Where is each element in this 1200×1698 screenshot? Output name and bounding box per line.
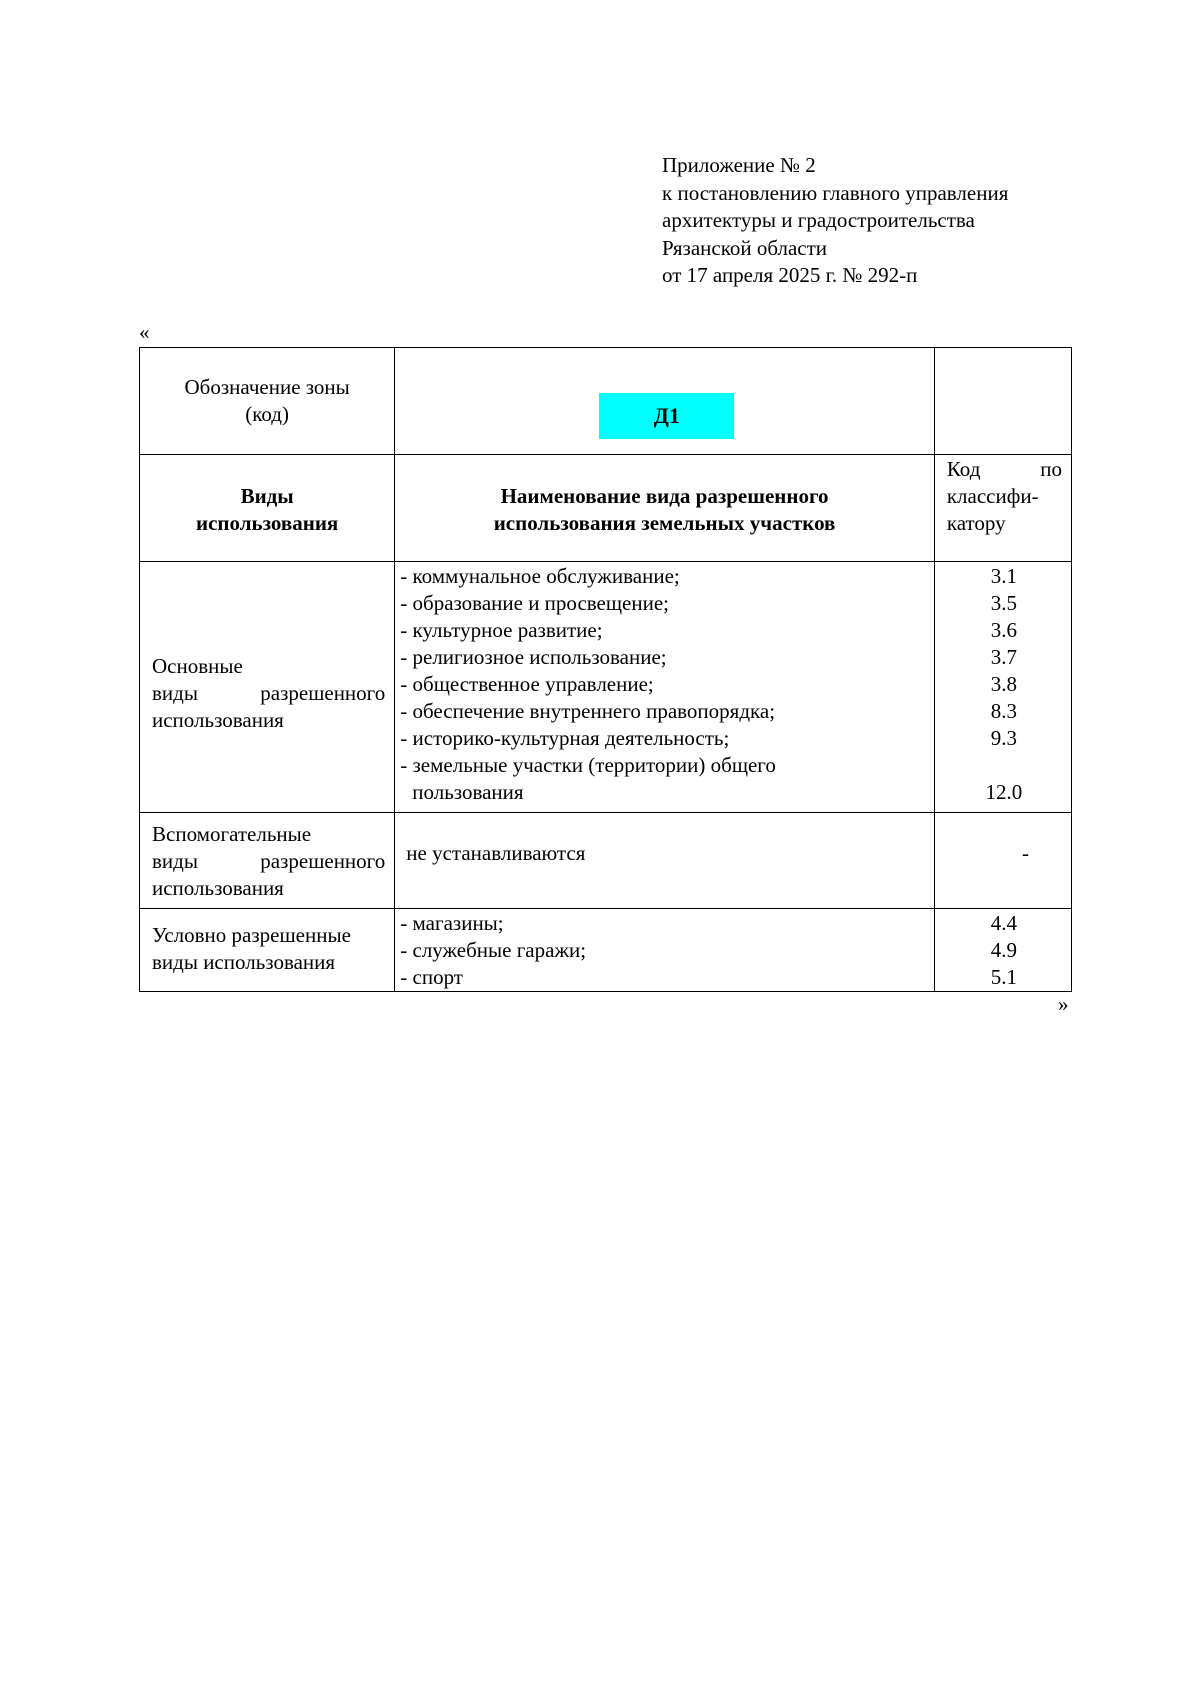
classifier-code: 5.1 [990,965,1018,989]
zone-empty-cell [934,348,1071,455]
classifier-code: 12.0 [985,780,1023,804]
header-kinds-line: Виды [240,484,294,508]
header-code-word: Код [946,457,981,481]
header-kinds-line: использования [195,511,339,535]
annex-line: от 17 апреля 2025 г. № 292-п [662,263,918,287]
list-item: - земельные участки (территории) общего [400,753,776,777]
zone-label-line: (код) [245,402,289,426]
annex-line: к постановлению главного управления [662,180,1009,205]
codes-cell-auxiliary [934,813,1071,909]
classifier-code: 4.9 [990,938,1018,962]
kind-word: разрешенного [260,849,386,873]
header-kinds-cell [140,455,395,562]
list-item: - коммунальное обслуживание; [400,564,680,588]
kind-line: использования [152,708,284,732]
kind-word: разрешенного [260,681,386,705]
table-row-conditional [140,909,1072,992]
zone-table [139,347,1072,992]
list-item: - служебные гаражи; [400,938,587,962]
list-item: пользования [412,780,524,804]
kind-line: Основные [152,654,243,678]
classifier-code: 4.4 [990,911,1018,935]
list-item: - обеспечение внутреннего правопорядка; [400,699,776,723]
header-names-cell [395,455,935,562]
list-item: не устанавливаются [406,841,586,865]
classifier-code: 3.1 [990,564,1018,588]
kind-line: виды использования [152,950,336,974]
annex-line: Приложение № 2 [662,153,816,177]
kind-line: использования [152,876,284,900]
table-header-row [140,455,1072,562]
zone-designation-row [140,348,1072,455]
list-item: - магазины; [400,911,504,935]
classifier-code: 9.3 [990,726,1018,750]
items-cell-auxiliary [395,813,935,909]
header-code-line [947,456,1062,483]
codes-cell-conditional [934,909,1071,992]
header-code-line: катору [946,511,1006,535]
kind-cell-auxiliary [140,813,395,909]
list-item: - историко-культурная деятельность; [400,726,730,750]
list-item: - спорт [400,965,463,989]
list-item: - образование и просвещение; [400,591,669,615]
zone-label-cell [140,348,395,455]
header-names-line: Наименование вида разрешенного [500,484,829,508]
kind-line: Вспомогательные [152,822,312,846]
annex-header [662,152,1008,290]
zone-code-cell [395,348,935,455]
kind-cell-conditional [140,909,395,992]
header-code-word: по [1040,457,1062,481]
kind-line [152,848,385,875]
kind-word: виды [152,849,198,873]
classifier-code: 3.7 [990,645,1018,669]
list-item: - общественное управление; [400,672,654,696]
opening-quote: « [139,320,150,344]
table-row-main [140,562,1072,813]
items-cell-main [395,562,935,813]
classifier-code [935,752,1071,779]
header-names-line: использования земельных участков [493,511,836,535]
kind-word: виды [152,681,198,705]
kind-line [152,680,385,707]
zone-code-badge: Д1 [599,393,734,439]
header-code-line: классифи- [946,484,1039,508]
table-row-auxiliary [140,813,1072,909]
zone-label-line: Обозначение зоны [184,375,350,399]
list-item: - культурное развитие; [400,618,603,642]
list-item: - религиозное использование; [400,645,667,669]
annex-line: архитектуры и градостроительства [662,208,975,232]
kind-cell-main [140,562,395,813]
header-code-cell [934,455,1071,562]
codes-cell-main [934,562,1071,813]
classifier-code: 3.8 [990,672,1018,696]
closing-quote: » [1058,992,1069,1016]
annex-line: Рязанской области [662,235,828,260]
items-cell-conditional [395,909,935,992]
classifier-code: 8.3 [990,699,1018,723]
classifier-code: 3.6 [990,618,1018,642]
kind-line: Условно разрешенные [152,923,351,947]
classifier-code: - [1022,841,1029,865]
classifier-code: 3.5 [990,591,1018,615]
